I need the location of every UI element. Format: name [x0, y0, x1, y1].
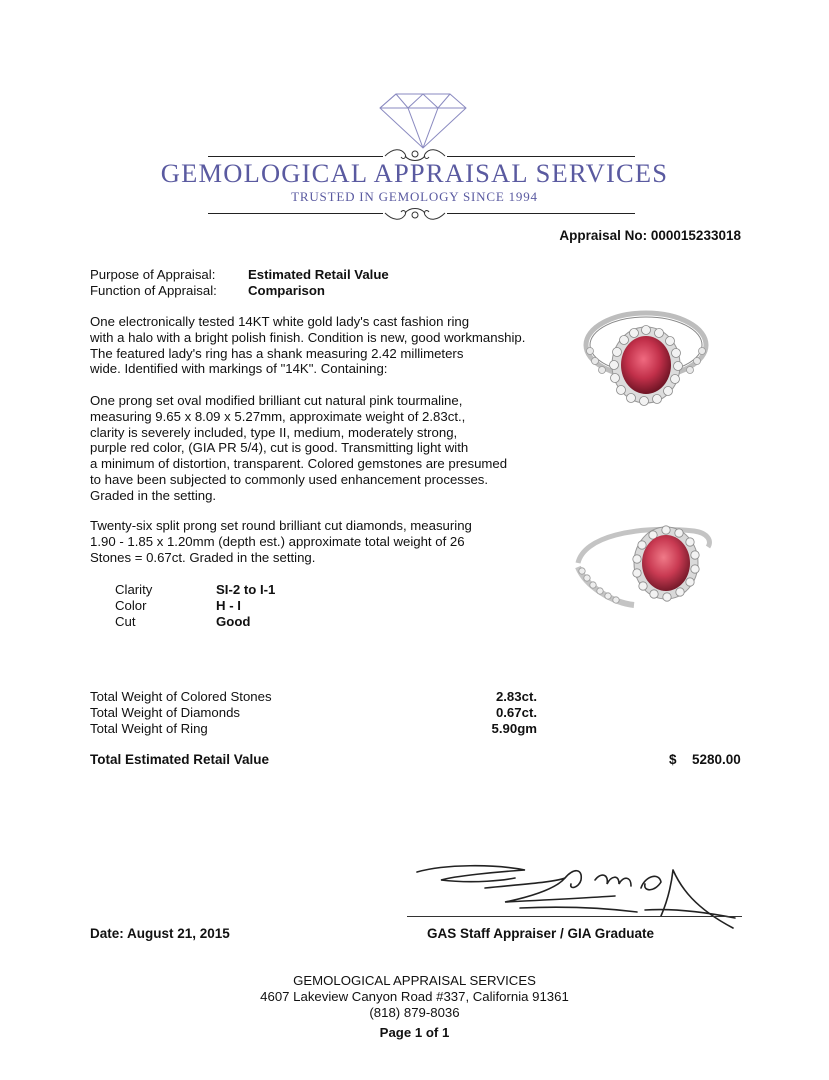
footer-company: GEMOLOGICAL APPRAISAL SERVICES — [293, 973, 536, 988]
ring-description-line: The featured lady's ring has a shank measuring 2.42 millimeters — [90, 345, 464, 361]
currency-symbol: $ — [669, 752, 677, 767]
appraiser-title: GAS Staff Appraiser / GIA Graduate — [427, 926, 655, 941]
brand-title: GEMOLOGICAL APPRAISAL SERVICES — [160, 158, 669, 188]
clarity-label: Clarity — [115, 582, 153, 597]
diamonds-weight-value: 0.67ct. — [495, 705, 537, 720]
color-value: H - I — [216, 598, 241, 613]
tourmaline-description — [90, 393, 507, 504]
retail-value-label: Total Estimated Retail Value — [90, 752, 270, 767]
diamond-description-line: Twenty-six split prong set round brilliant cut diamonds, measuring — [90, 518, 472, 533]
diamonds-weight-label: Total Weight of Diamonds — [90, 705, 241, 720]
ring-description-line: with a halo with a bright polish finish. Condition is new, good workmanship. — [90, 329, 526, 345]
colored-stones-weight-value: 2.83ct. — [495, 689, 537, 704]
color-label: Color — [115, 598, 147, 613]
tourmaline-description-line: purple red color, (GIA PR 5/4), cut is good. Transmitting light with — [90, 440, 469, 456]
function-value: Comparison — [248, 283, 325, 298]
header-rule-bottom-right — [447, 213, 635, 214]
cut-label: Cut — [115, 614, 136, 629]
colored-stones-weight-label: Total Weight of Colored Stones — [90, 689, 272, 704]
tourmaline-description-line: clarity is severely included, type II, medium, moderately strong, — [90, 424, 458, 440]
tourmaline-description-line: to have been subjected to commonly used enhancement processes. — [90, 471, 489, 487]
header-rule-top-left — [208, 156, 383, 157]
appraiser-signature — [405, 858, 750, 936]
ring-photo-side-view — [574, 517, 714, 612]
header-rule-bottom-left — [208, 213, 383, 214]
appraisal-number: Appraisal No: 000015233018 — [559, 228, 741, 243]
appraisal-date: Date: August 21, 2015 — [90, 926, 230, 941]
footer-phone: (818) 879-8036 — [369, 1005, 460, 1020]
diamond-logo-icon — [378, 92, 468, 150]
retail-value-amount: 5280.00 — [692, 752, 741, 767]
footer-address: 4607 Lakeview Canyon Road #337, California 91361 — [260, 989, 569, 1004]
ring-weight-label: Total Weight of Ring — [90, 721, 208, 736]
purpose-value: Estimated Retail Value — [248, 267, 389, 282]
tourmaline-description-line: measuring 9.65 x 8.09 x 5.27mm, approximate weight of 2.83ct., — [90, 408, 466, 424]
signature-line — [407, 916, 742, 917]
diamond-description-line: 1.90 - 1.85 x 1.20mm (depth est.) approximate total weight of 26 — [90, 533, 465, 549]
tourmaline-description-line: a minimum of distortion, transparent. Colored gemstones are presumed — [90, 456, 508, 472]
diamond-description — [90, 518, 472, 565]
ring-photo-top-view — [574, 303, 714, 413]
ring-description-line: wide. Identified with markings of "14K". Containing: — [90, 361, 388, 377]
purpose-label: Purpose of Appraisal: — [90, 267, 216, 282]
cut-value: Good — [216, 614, 251, 629]
page-number: Page 1 of 1 — [379, 1025, 450, 1040]
tourmaline-description-line: Graded in the setting. — [90, 487, 217, 503]
ring-weight-value: 5.90gm — [491, 721, 537, 736]
function-label: Function of Appraisal: — [90, 283, 217, 298]
ring-description — [90, 314, 525, 377]
brand-tagline: TRUSTED IN GEMOLOGY SINCE 1994 — [291, 189, 538, 204]
ring-description-line: One electronically tested 14KT white gold lady's cast fashion ring — [90, 314, 470, 329]
clarity-value: SI-2 to I-1 — [216, 582, 276, 597]
scroll-flourish-icon — [383, 203, 447, 223]
tourmaline-description-line: One prong set oval modified brilliant cut natural pink tourmaline, — [90, 393, 463, 408]
diamond-description-line: Stones = 0.67ct. Graded in the setting. — [90, 549, 316, 565]
header-rule-top-right — [447, 156, 635, 157]
